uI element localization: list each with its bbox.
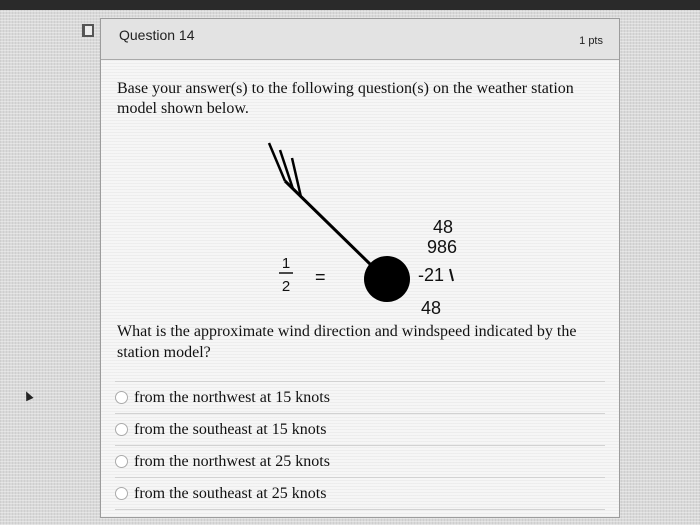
radio-button[interactable] xyxy=(115,391,128,404)
pressure-label: 986 xyxy=(427,237,458,257)
top-edge xyxy=(0,0,700,10)
question-text: What is the approximate wind direction and windspeed indicated by the station model? xyxy=(117,323,577,361)
answer-option-3[interactable] xyxy=(115,445,605,477)
wind-shaft xyxy=(285,181,371,265)
sky-cover-circle xyxy=(364,256,410,302)
mouse-cursor-icon xyxy=(22,390,33,402)
answer-option-4[interactable] xyxy=(115,477,605,510)
answer-list xyxy=(115,381,605,510)
radio-button[interactable] xyxy=(115,423,128,436)
question-prompt: Base your answer(s) to the following question(s) on the weather station model shown below. xyxy=(117,80,574,117)
temperature-label: 48 xyxy=(433,217,454,237)
answer-label: from the northwest at 15 knots xyxy=(134,388,330,406)
radio-button[interactable] xyxy=(115,487,128,500)
answer-label: from the northwest at 25 knots xyxy=(134,452,330,470)
visibility-numerator: 1 xyxy=(281,255,291,272)
answer-option-1[interactable] xyxy=(115,381,605,413)
visibility-denominator: 2 xyxy=(281,278,291,295)
question-points: 1 pts xyxy=(579,35,603,47)
question-title: Question 14 xyxy=(119,27,195,43)
radio-button[interactable] xyxy=(115,455,128,468)
station-model-diagram xyxy=(251,129,481,319)
pressure-tendency-label: -21 xyxy=(418,265,445,285)
answer-label: from the southeast at 15 knots xyxy=(134,420,327,438)
question-header xyxy=(101,19,619,60)
present-weather-symbol: = xyxy=(315,267,326,287)
question-card xyxy=(100,18,620,518)
answer-option-2[interactable] xyxy=(115,413,605,445)
tendency-symbol xyxy=(450,269,453,281)
answer-label: from the southeast at 25 knots xyxy=(134,484,327,502)
dewpoint-label: 48 xyxy=(421,298,442,318)
flag-icon[interactable] xyxy=(82,24,94,37)
wind-barb-1 xyxy=(269,143,285,181)
